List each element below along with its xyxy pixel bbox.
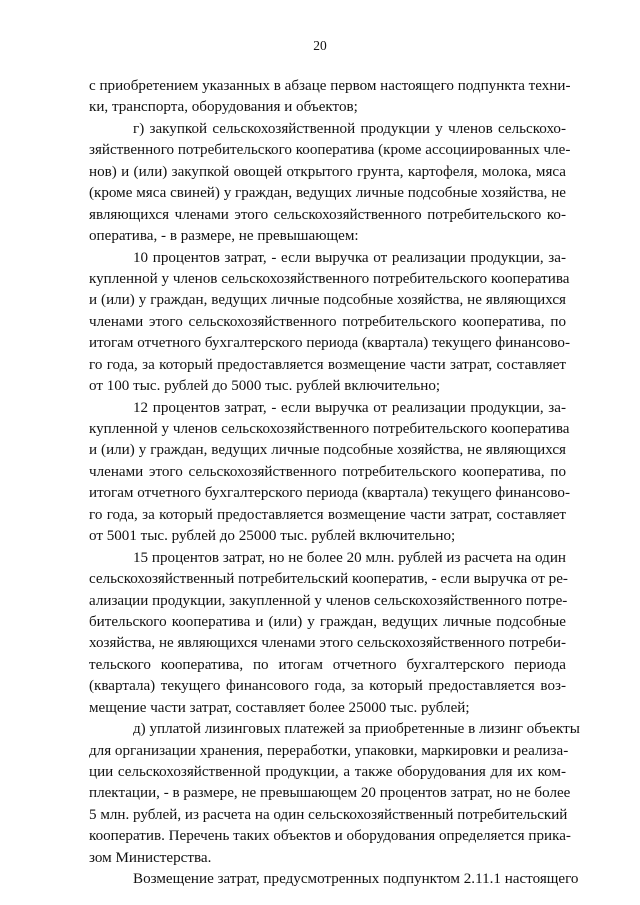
text-line: хозяйства, не являющихся членами этого сельскохозяйственного потреби-	[89, 635, 566, 652]
text-line: с приобретением указанных в абзаце первом настоящего подпункта техни-	[89, 78, 571, 94]
text-line: плектации, - в размере, не превышающем 20 процентов затрат, но не более	[89, 785, 571, 802]
text-line: го года, за который предоставляется возмещение части затрат, составляет	[89, 356, 566, 373]
text-line: мещение части затрат, составляет более 25000 тыс. рублей;	[89, 699, 470, 716]
text-line: ализации продукции, закупленной у членов сельскохозяйственного потре-	[89, 592, 568, 609]
text-line: 15 процентов затрат, но не более 20 млн. рублей из расчета на один	[133, 549, 566, 566]
text-line: (кроме мяса свиней) у граждан, ведущих личные подсобные хозяйства, не	[89, 185, 566, 202]
text-line: от 5001 тыс. рублей до 25000 тыс. рублей включительно;	[89, 528, 456, 545]
text-line: купленной у членов сельскохозяйственного потребительского кооператива	[89, 421, 570, 437]
text-line: от 100 тыс. рублей до 5000 тыс. рублей включительно;	[89, 378, 441, 395]
text-line: 12 процентов затрат, - если выручка от реализации продукции, за-	[133, 399, 566, 416]
text-line: г) закупкой сельскохозяйственной продукции у членов сельскохо-	[133, 120, 566, 137]
text-line: го года, за который предоставляется возмещение части затрат, составляет	[89, 506, 566, 523]
text-line: бительского кооператива и (или) у граждан, ведущих личные подсобные	[89, 613, 566, 630]
text-line: и (или) у граждан, ведущих личные подсобные хозяйства, не являющихся	[89, 292, 566, 309]
text-line: Возмещение затрат, предусмотренных подпунктом 2.11.1 настоящего	[133, 871, 579, 888]
page-number: 20	[313, 38, 327, 53]
document-body	[89, 76, 580, 891]
text-line: являющихся членами этого сельскохозяйственного потребительского ко-	[89, 206, 566, 223]
text-line: 10 процентов затрат, - если выручка от реализации продукции, за-	[133, 249, 566, 266]
text-line: кооператив. Перечень таких объектов и оборудования определяется прика-	[89, 828, 571, 845]
text-line: тельского кооператива, по итогам отчетного бухгалтерского периода	[89, 656, 566, 673]
text-line: ки, транспорта, оборудования и объектов;	[89, 99, 358, 116]
text-line: зяйственного потребительского кооператива (кроме ассоциированных чле-	[89, 142, 571, 159]
text-line: (квартала) текущего финансового года, за который предоставляется воз-	[89, 678, 566, 695]
text-line: купленной у членов сельскохозяйственного потребительского кооператива	[89, 270, 570, 287]
text-line: итогам отчетного бухгалтерского периода (квартала) текущего финансово-	[89, 335, 570, 352]
text-line: членами этого сельскохозяйственного потребительского кооператива, по	[89, 313, 566, 330]
text-line: итогам отчетного бухгалтерского периода (квартала) текущего финансово-	[89, 485, 570, 502]
text-line: д) уплатой лизинговых платежей за приобретенные в лизинг объекты	[133, 721, 580, 738]
text-line: и (или) у граждан, ведущих личные подсобные хозяйства, не являющихся	[89, 442, 566, 459]
text-line: ции сельскохозяйственной продукции, а также оборудования для их ком-	[89, 764, 566, 780]
text-line: нов) и (или) закупкой овощей открытого грунта, картофеля, молока, мяса	[89, 163, 566, 180]
text-line: зом Министерства.	[89, 849, 212, 866]
text-line: 5 млн. рублей, из расчета на один сельскохозяйственный потребительский	[89, 806, 568, 823]
text-line: членами этого сельскохозяйственного потребительского кооператива, по	[89, 463, 566, 480]
text-line: сельскохозяйственный потребительский кооператив, - если выручка от ре-	[89, 571, 568, 588]
text-line: оператива, - в размере, не превышающем:	[89, 228, 359, 245]
text-line: для организации хранения, переработки, упаковки, маркировки и реализа-	[89, 742, 569, 759]
